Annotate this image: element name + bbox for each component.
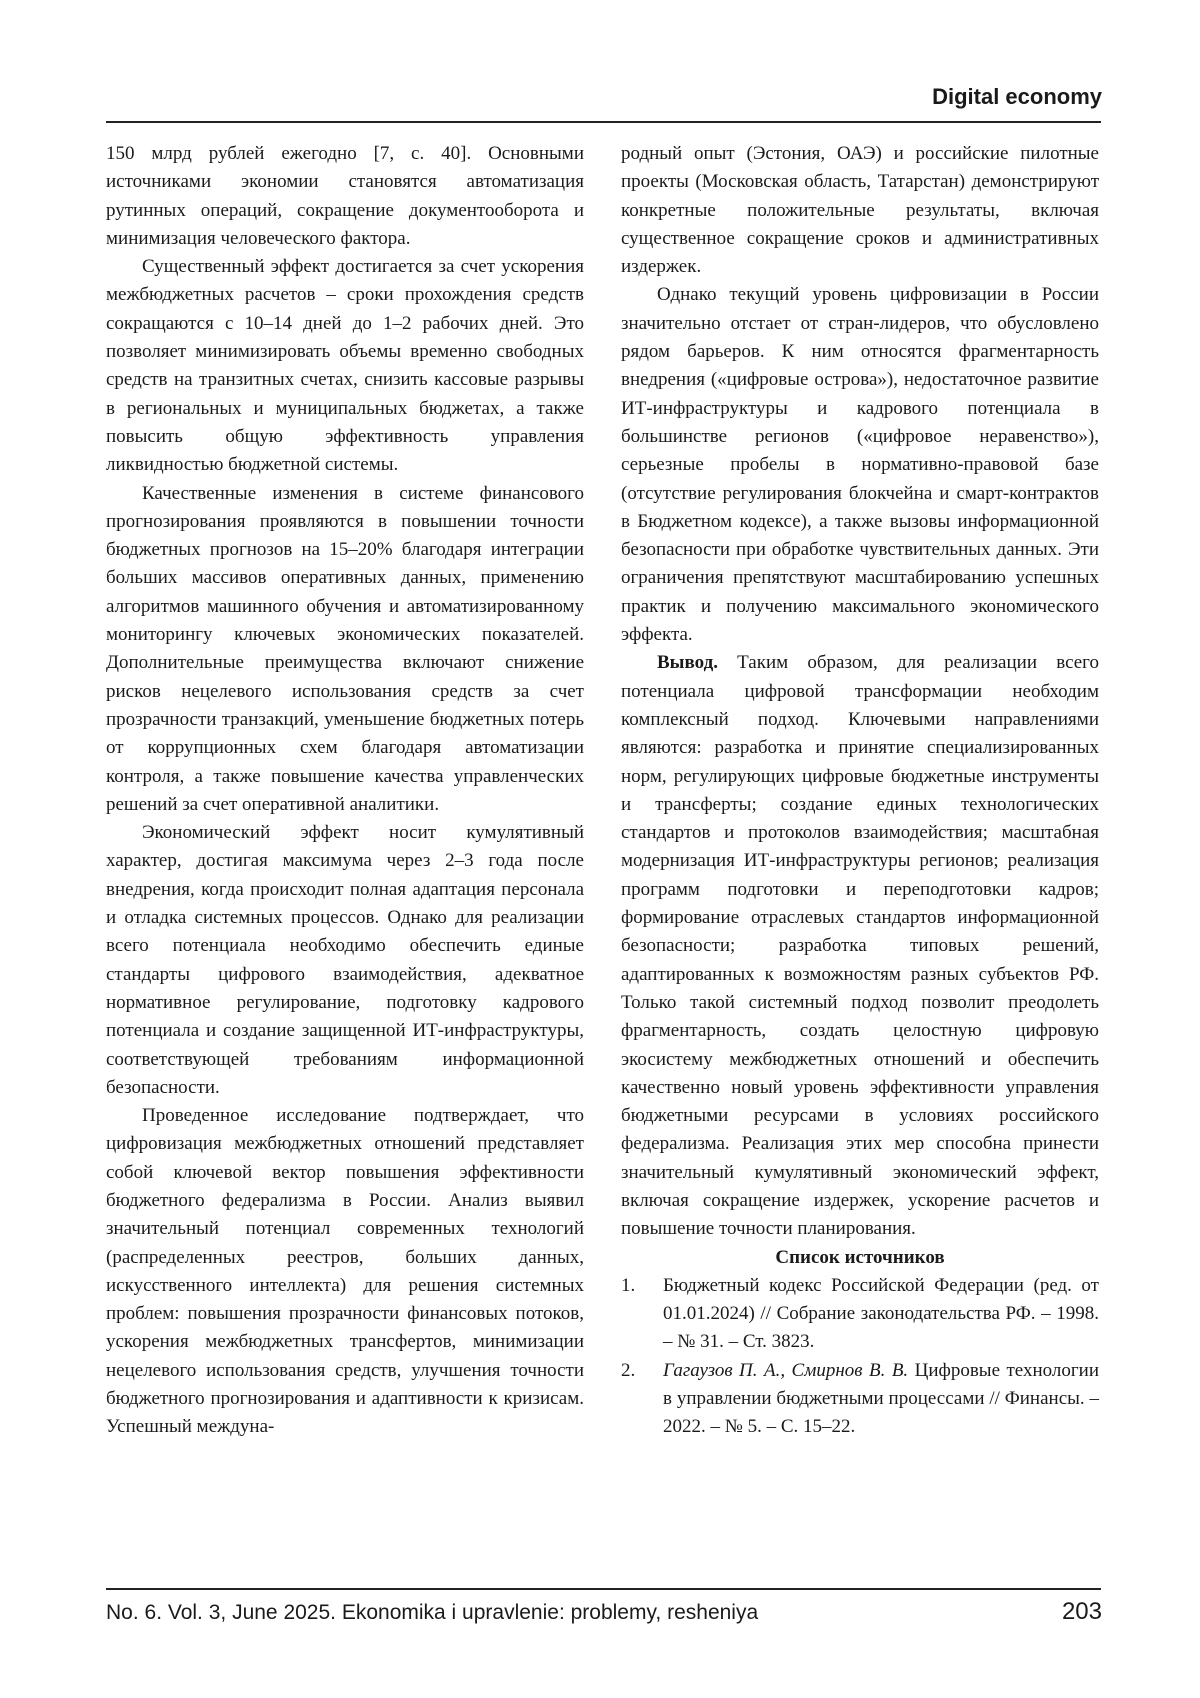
footer-rule [106, 1588, 1101, 1590]
conclusion-label: Вывод. [657, 652, 718, 674]
references-heading: Список источников [775, 1246, 945, 1268]
conclusion-text: Таким образом, для реализации всего потенциала цифровой трансформации необходим комплексный подход. Ключевыми направлениями являются: разработка и принятие специализированных норм, регулирующих цифровые бюджетные инструменты и трансферты; создание единых технологических стандартов и протоколов взаимодействия; масштабная модернизация ИТ-инфраструктуры регионов; реализация программ подготовки и переподготовки кадров; формирование отраслевых стандартов информационной безопасности; разработка типовых решений, адаптированных к возможностям разных субъектов РФ. Только такой системный подход позволит преодолеть фрагментарность, создать целостную цифровую экосистему межбюджетных отношений и обеспечить качественно новый уровень эффективности управления бюджетными ресурсами в условиях российского федерализма. Реализация этих мер способна принести значительный кумулятивный экономический эффект, включая сокращение издержек, ускорение расчетов и повышение точности планирования. [621, 652, 1099, 1240]
reference-title: Цифровые технологии в управлении бюджетными процессами // Финансы. – 2022. – № 5. – С. 15–22. [663, 1359, 1099, 1438]
right-column [621, 140, 1099, 1442]
reference-authors: Гагаузов П. А., Смирнов В. В. [663, 1359, 909, 1381]
paragraph: Однако текущий уровень цифровизации в России значительно отстает от стран-лидеров, что обусловлено рядом барьеров. К ним относятся фрагментарность внедрения («цифровые острова»), недостаточное развитие ИТ-инфраструктуры и кадрового потенциала в большинстве регионов («цифровое неравенство»), серьезные пробелы в нормативно-правовой базе (отсутствие регулирования блокчейна и смарт-контрактов в Бюджетном кодексе), а также вызовы информационной безопасности при обработке чувствительных данных. Эти ограничения препятствуют масштабированию успешных практик и получению максимального экономического эффекта. [621, 284, 1099, 646]
reference-item [621, 1272, 1099, 1357]
paragraph: Существенный эффект достигается за счет ускорения межбюджетных расчетов – сроки прохождения средств сокращаются с 10–14 дней до 1–2 рабочих дней. Это позволяет минимизировать объемы временно свободных средств на транзитных счетах, снизить кассовые разрывы в региональных и муниципальных бюджетах, а также повысить общую эффективность управления ликвидностью бюджетной системы. [106, 256, 584, 476]
paragraph: Экономический эффект носит кумулятивный характер, достигая максимума через 2–3 года после внедрения, когда происходит полная адаптация персонала и отладка системных процессов. Однако для реализации всего потенциала необходимо обеспечить единые стандарты цифрового взаимодействия, адекватное нормативное регулирование, подготовку кадрового потенциала и создание защищенной ИТ-инфраструктуры, соответствующей требованиям информационной безопасности. [106, 822, 584, 1098]
page-number: 203 [1061, 1598, 1102, 1625]
references-list [621, 1272, 1099, 1442]
reference-text: Бюджетный кодекс Российской Федерации (ред. от 01.01.2024) // Собрание законодательства РФ. – 1998. – № 31. – Ст. 3823. [663, 1274, 1099, 1353]
left-column [106, 140, 584, 1442]
paragraph: Проведенное исследование подтверждает, что цифровизация межбюджетных отношений представляет собой ключевой вектор повышения эффективности бюджетного федерализма в России. Анализ выявил значительный потенциал современных технологий (распределенных реестров, больших данных, искусственного интеллекта) для решения системных проблем: повышения прозрачности финансовых потоков, ускорения межбюджетных трансфертов, минимизации нецелевого использования средств, улучшения точности бюджетного прогнозирования и адаптивности к кризисам. Успешный междуна- [106, 1105, 584, 1438]
paragraph: родный опыт (Эстония, ОАЭ) и российские пилотные проекты (Московская область, Татарстан) демонстрируют конкретные положительные результаты, включая существенное сокращение сроков и административных издержек. [621, 143, 1099, 278]
conclusion-paragraph [621, 649, 1099, 1243]
paragraph: 150 млрд рублей ежегодно [7, с. 40]. Основными источниками экономии становятся автоматизация рутинных операций, сокращение документооборота и минимизация человеческого фактора. [106, 143, 584, 249]
section-title: Digital economy [932, 84, 1102, 109]
header-rule [106, 121, 1101, 123]
journal-info: No. 6. Vol. 3, June 2025. Ekonomika i upravlenie: problemy, resheniya [106, 1601, 759, 1624]
reference-number: 1. [621, 1274, 636, 1296]
reference-number: 2. [621, 1359, 636, 1381]
reference-text [663, 1357, 1099, 1442]
reference-item [621, 1357, 1099, 1442]
paragraph: Качественные изменения в системе финансового прогнозирования проявляются в повышении точности бюджетных прогнозов на 15–20% благодаря интеграции больших массивов оперативных данных, применению алгоритмов машинного обучения и автоматизированному мониторингу ключевых экономических показателей. Дополнительные преимущества включают снижение рисков нецелевого использования средств за счет прозрачности транзакций, уменьшение бюджетных потерь от коррупционных схем благодаря автоматизации контроля, а также повышение качества управленческих решений за счет оперативной аналитики. [106, 482, 584, 815]
page-footer [106, 1598, 1102, 1626]
